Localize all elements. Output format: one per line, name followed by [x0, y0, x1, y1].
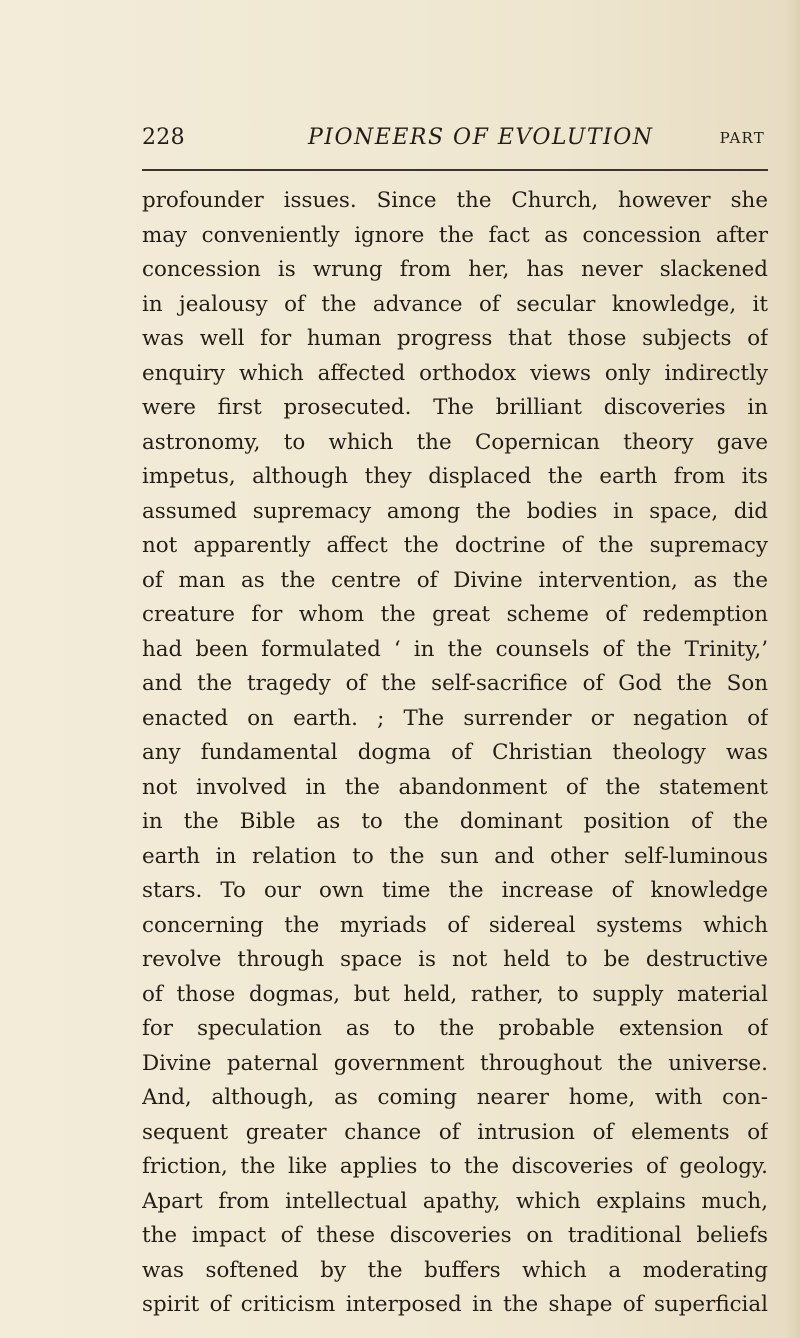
- text-line: concession is wrung from her, has never slackened: [142, 257, 768, 282]
- text-line: any fundamental dogma of Christian theology was: [142, 740, 768, 765]
- text-line: the impact of these discoveries on traditional beliefs: [142, 1223, 768, 1248]
- text-line: was well for human progress that those subjects of: [142, 326, 768, 351]
- text-line: enacted on earth. ; The surrender or negation of: [142, 705, 768, 731]
- text-line: And, although, as coming nearer home, with con-: [142, 1085, 768, 1110]
- page-edge-shadow: [786, 0, 800, 1338]
- text-line: sequent greater chance of intrusion of elements of: [142, 1119, 768, 1145]
- page-number: 228: [142, 125, 185, 150]
- text-line: were first prosecuted. The brilliant discoveries in: [142, 395, 768, 420]
- text-line: friction, the like applies to the discoveries of geology.: [142, 1154, 768, 1179]
- text-line: profounder issues. Since the Church, however she: [142, 188, 768, 213]
- text-line: impetus, although they displaced the earth from its: [142, 464, 768, 489]
- text-line: creature for whom the great scheme of redemption: [142, 602, 768, 627]
- text-line: Divine paternal government throughout the universe.: [142, 1050, 768, 1076]
- text-line: revolve through space is not held to be destructive: [142, 947, 768, 972]
- text-line: stars. To our own time the increase of knowledge: [142, 878, 768, 903]
- part-label: PART: [719, 129, 765, 147]
- text-line: not apparently affect the doctrine of the supremacy: [142, 533, 768, 558]
- text-line: was softened by the buffers which a moderating: [142, 1257, 768, 1283]
- text-line: spirit of criticism interposed in the shape of superficial: [142, 1292, 768, 1317]
- text-line: may conveniently ignore the fact as concession after: [142, 222, 768, 248]
- text-line: concerning the myriads of sidereal systems which: [142, 912, 768, 938]
- text-line: earth in relation to the sun and other self-luminous: [142, 843, 768, 869]
- text-line: Apart from intellectual apathy, which explains much,: [142, 1188, 768, 1214]
- text-line: astronomy, to which the Copernican theory gave: [142, 429, 768, 455]
- text-line: of those dogmas, but held, rather, to supply material: [142, 981, 768, 1007]
- text-line: of man as the centre of Divine intervention, as the: [142, 567, 768, 593]
- text-line: assumed supremacy among the bodies in space, did: [142, 498, 768, 524]
- body-text: [142, 184, 768, 1323]
- text-line: for speculation as to the probable extension of: [142, 1016, 768, 1041]
- text-line: not involved in the abandonment of the statement: [142, 774, 768, 800]
- text-line: had been formulated ‘ in the counsels of the Trinity,’: [142, 636, 768, 662]
- text-line: in the Bible as to the dominant position of the: [142, 809, 768, 834]
- running-title: PIONEERS OF EVOLUTION: [308, 125, 654, 150]
- header-rule: [142, 169, 768, 171]
- text-line: in jealousy of the advance of secular knowledge, it: [142, 291, 768, 317]
- page-header: [142, 125, 767, 163]
- text-line: enquiry which affected orthodox views only indirectly: [142, 360, 768, 386]
- text-line: and the tragedy of the self-sacrifice of God the Son: [142, 671, 768, 696]
